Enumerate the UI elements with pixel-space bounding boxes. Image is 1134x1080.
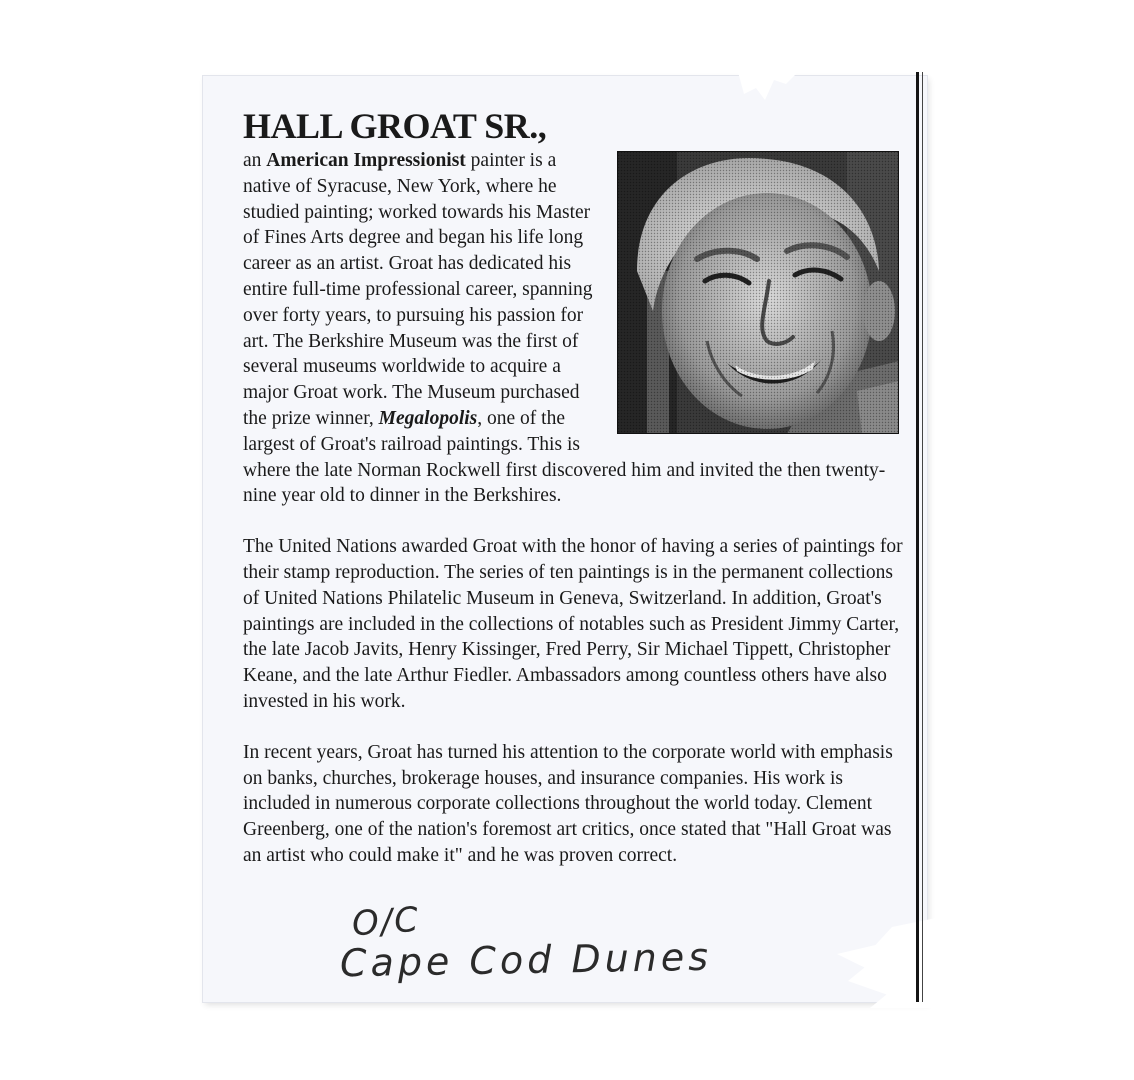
article-title: HALL GROAT SR., <box>243 106 547 146</box>
portrait-photo <box>617 151 899 434</box>
article <box>243 104 913 869</box>
intro-end: , one of the largest of Groat's railroad paintings. This is where the late Norman Rockwell first discovered him and invited the then twenty-nine year old to dinner in the Berkshires. <box>243 407 886 507</box>
paragraph-corporate: In recent years, Groat has turned his attention to the corporate world with emphasis on banks, churches, brokerage houses, and insurance companies. His work is included in numerous corporate collections throughout the world today. Clement Greenberg, one of the nation's foremost art critics, once stated that "Hall Groat was an artist who could make it" and he was proven correct. <box>243 741 893 866</box>
margin-rule-thick <box>916 72 919 1002</box>
intro-bold-phrase: American Impressionist <box>266 150 466 171</box>
handwritten-title-note: Cape Cod Dunes <box>339 934 713 986</box>
intro-body: painter is a native of Syracuse, New York, where he studied painting; worked towards his Master of Fines Arts degree and began his life long career as an artist. Groat has dedicated his entire full-time professional career, spanning over forty years, to pursuing his passion for art. The Berkshire Museum was the first of several museums worldwide to acquire a major Groat work. The Museum purchased the prize winner, <box>243 150 593 429</box>
margin-rule-thin <box>922 72 923 1002</box>
intro-lead: an <box>243 150 267 171</box>
paragraph-united-nations: The United Nations awarded Groat with the honor of having a series of paintings for their stamp reproduction. The series of ten paintings is in the permanent collections of United Nations Philatelic Museum in Geneva, Switzerland. In addition, Groat's paintings are included in the collections of notables such as President Jimmy Carter, the late Jacob Javits, Henry Kissinger, Fred Perry, Sir Michael Tippett, Christopher Keane, and the late Arthur Fiedler. Ambassadors among countless others have also invested in his work. <box>243 536 903 712</box>
handwritten-medium-note: O/C <box>350 899 422 945</box>
painting-title: Megalopolis <box>378 407 478 429</box>
